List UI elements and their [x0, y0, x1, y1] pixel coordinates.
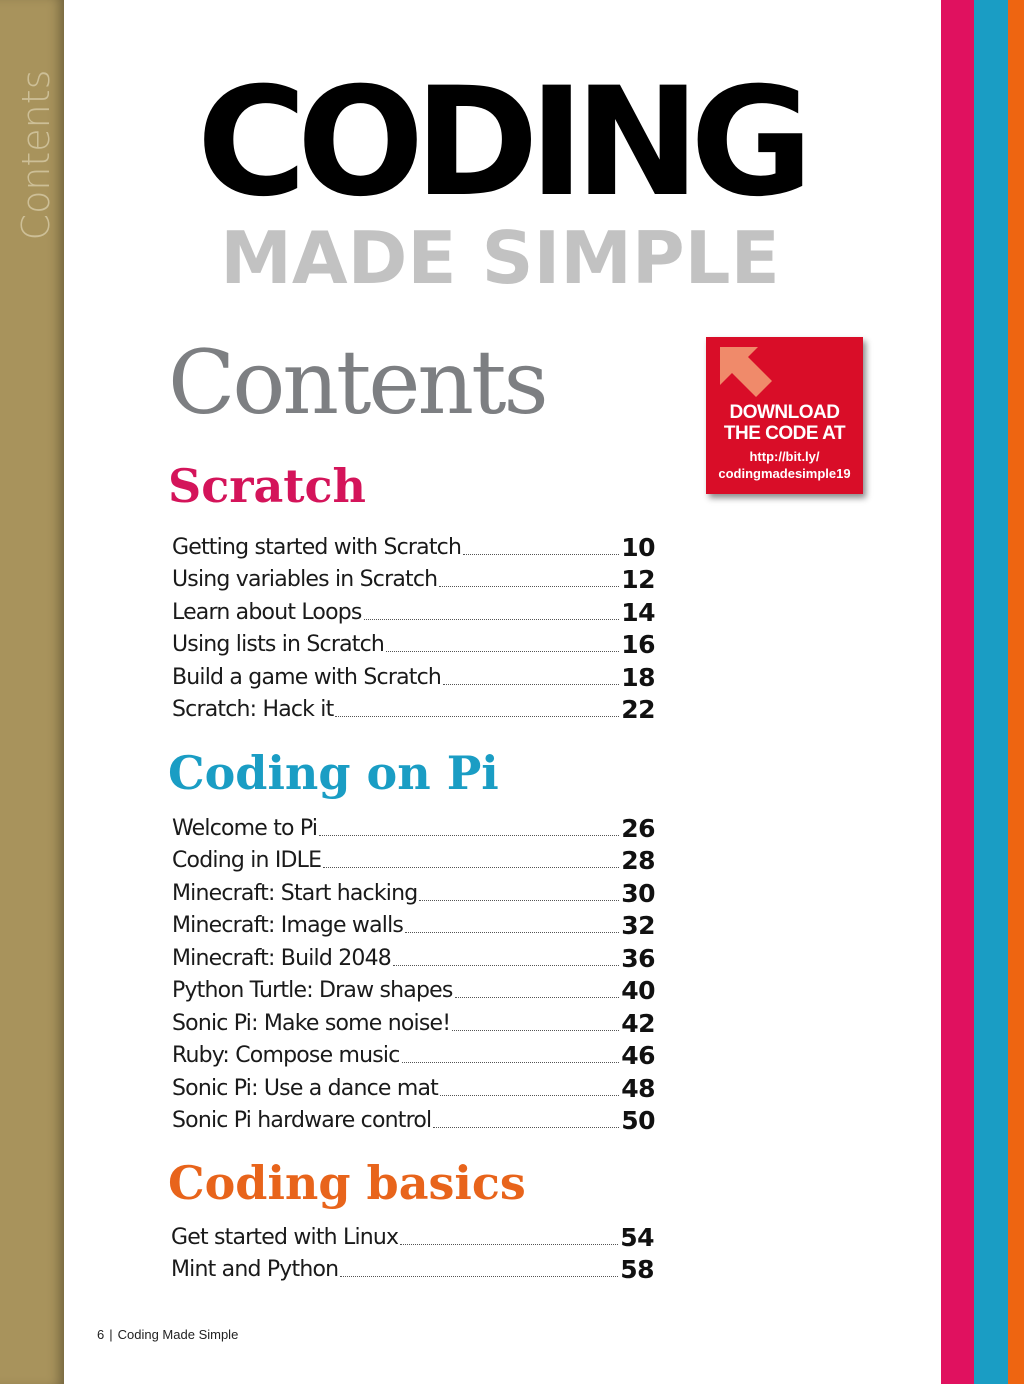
dot-leader [433, 1126, 619, 1128]
toc-entry-title: Coding in IDLE [172, 848, 322, 873]
toc-page-number: 30 [621, 878, 655, 908]
toc-entry-title: Minecraft: Build 2048 [172, 945, 391, 971]
toc-entry-title: Sonic Pi hardware control [172, 1108, 432, 1133]
toc-entry-title: Get started with Linux [171, 1224, 399, 1250]
dot-leader [405, 931, 619, 933]
toc-entry-title: Build a game with Scratch [172, 664, 442, 690]
toc-page-number: 54 [620, 1222, 654, 1252]
download-code-box[interactable] [706, 337, 863, 494]
toc-entry-title: Sonic Pi: Make some noise! [172, 1010, 451, 1036]
toc-entry[interactable] [172, 842, 655, 875]
toc-entry[interactable] [172, 939, 655, 972]
download-label: DOWNLOAD [729, 402, 840, 423]
toc-page-number: 36 [621, 943, 655, 973]
toc-page-number: 40 [621, 976, 655, 1005]
toc-entry[interactable] [172, 691, 655, 724]
section-title-coding-on-pi: Coding on Pi [168, 746, 499, 800]
toc-page-number: 10 [621, 532, 655, 562]
dot-leader [439, 585, 619, 587]
footer-separator: | [109, 1327, 113, 1342]
toc-page-number: 50 [621, 1106, 655, 1135]
toc-entry[interactable] [172, 561, 655, 594]
toc-page-number: 18 [621, 662, 655, 692]
toc-entry[interactable] [172, 593, 655, 626]
toc-page-number: 32 [621, 911, 655, 940]
toc-page-number: 58 [620, 1255, 654, 1284]
toc-entry-title: Welcome to Pi [172, 815, 318, 841]
toc-entry[interactable] [172, 874, 655, 907]
footer-publication: Coding Made Simple [117, 1327, 239, 1342]
toc-list-coding-basics [171, 1218, 654, 1283]
toc-entry-title: Python Turtle: Draw shapes [172, 978, 453, 1003]
dot-leader [463, 553, 619, 555]
toc-entry-title: Scratch: Hack it [172, 697, 334, 722]
dot-leader [440, 1094, 619, 1096]
dot-leader [319, 834, 619, 836]
arrow-up-left-icon [714, 341, 778, 405]
toc-entry-title: Ruby: Compose music [172, 1043, 400, 1068]
toc-page-number: 28 [621, 846, 655, 875]
toc-entry-title: Learn about Loops [172, 599, 362, 625]
toc-entry[interactable] [172, 809, 655, 842]
toc-entry-title: Minecraft: Start hacking [172, 880, 418, 906]
toc-entry[interactable] [172, 1004, 655, 1037]
toc-entry[interactable] [171, 1251, 654, 1284]
toc-entry-title: Using variables in Scratch [172, 567, 438, 592]
toc-entry[interactable] [172, 528, 655, 561]
toc-page-number: 26 [621, 813, 655, 843]
dot-leader [402, 1061, 620, 1063]
dot-leader [452, 1029, 619, 1031]
dot-leader [419, 899, 619, 901]
side-section-label: Contents [14, 69, 58, 241]
blue-stripe [974, 0, 1008, 1384]
left-color-bar [0, 0, 64, 1384]
dot-leader [386, 650, 619, 652]
toc-entry[interactable] [172, 907, 655, 940]
toc-entry-title: Mint and Python [171, 1257, 339, 1282]
toc-page-number: 48 [621, 1073, 655, 1103]
dot-leader [335, 715, 619, 717]
dot-leader [364, 618, 620, 620]
dot-leader [340, 1275, 618, 1277]
masthead-subtitle: MADE SIMPLE [220, 216, 780, 300]
toc-entry[interactable] [172, 1069, 655, 1102]
pink-stripe [941, 0, 974, 1384]
toc-entry-title: Getting started with Scratch [172, 534, 462, 560]
toc-page-number: 12 [621, 565, 655, 594]
dot-leader [443, 683, 619, 685]
footer-page-number: 6 [97, 1327, 105, 1342]
section-title-coding-basics: Coding basics [168, 1156, 526, 1210]
section-title-scratch: Scratch [168, 459, 366, 513]
toc-page-number: 42 [621, 1008, 655, 1038]
download-label-2: THE CODE AT [723, 423, 846, 444]
contents-heading: Contents [168, 331, 546, 434]
toc-entry[interactable] [172, 658, 655, 691]
dot-leader [393, 964, 619, 966]
orange-stripe [1008, 0, 1024, 1384]
toc-entry[interactable] [171, 1218, 654, 1251]
toc-page-number: 16 [621, 630, 655, 659]
download-url-path[interactable]: codingmadesimple19 [718, 466, 851, 481]
page-footer [97, 1327, 238, 1342]
toc-entry-title: Minecraft: Image walls [172, 913, 404, 938]
toc-entry[interactable] [172, 1037, 655, 1070]
toc-page-number: 22 [621, 695, 655, 724]
dot-leader [400, 1243, 618, 1245]
toc-entry[interactable] [172, 972, 655, 1005]
toc-list-coding-on-pi [172, 809, 655, 1134]
dot-leader [455, 996, 620, 998]
download-url[interactable]: http://bit.ly/ [749, 449, 820, 464]
toc-list-scratch [172, 528, 655, 723]
toc-entry-title: Sonic Pi: Use a dance mat [172, 1075, 438, 1101]
masthead-title: CODING [196, 56, 804, 230]
toc-page-number: 14 [621, 597, 655, 627]
toc-entry[interactable] [172, 626, 655, 659]
toc-page-number: 46 [621, 1041, 655, 1070]
toc-entry-title: Using lists in Scratch [172, 632, 385, 657]
toc-entry[interactable] [172, 1102, 655, 1135]
dot-leader [323, 866, 619, 868]
